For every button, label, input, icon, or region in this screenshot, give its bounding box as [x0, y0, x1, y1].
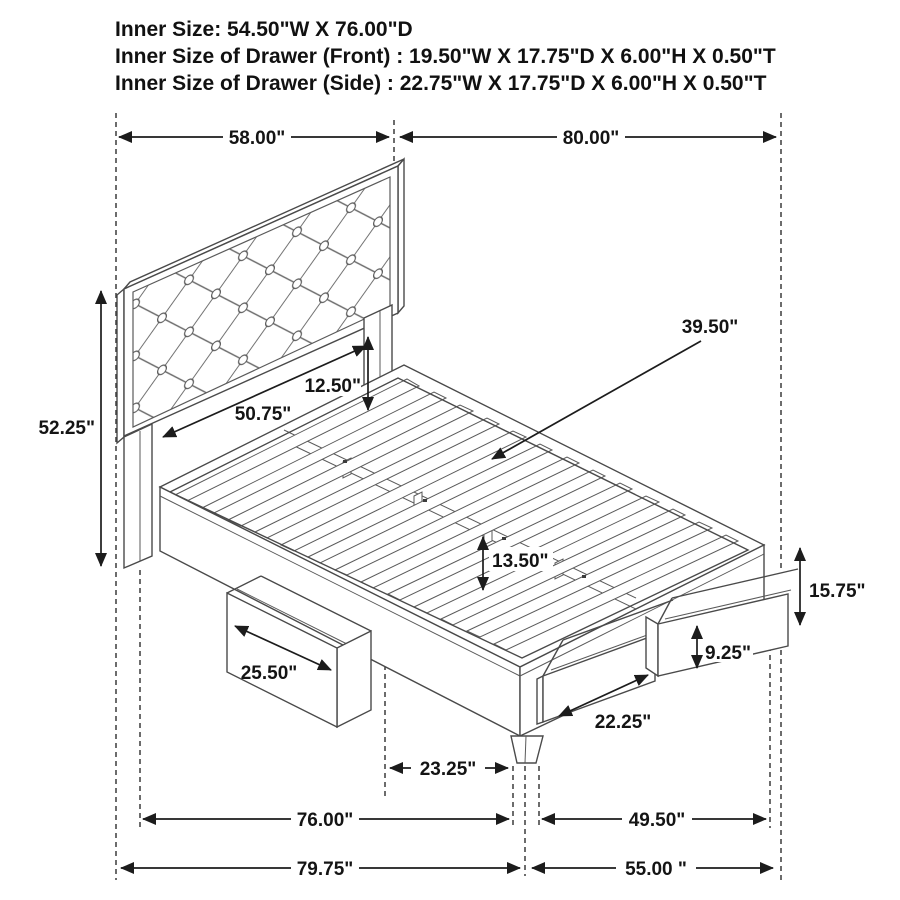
side-drawer-left-side-face — [337, 631, 371, 727]
dim-label-overall-width: 55.00 " — [625, 859, 687, 880]
dim-headboard-height — [38, 291, 101, 566]
dim-label-side-drawer-width: 25.50" — [240, 663, 298, 684]
dim-overall-width — [532, 857, 773, 880]
dim-label-slat-height: 13.50" — [492, 551, 549, 572]
title-block — [115, 18, 776, 95]
dim-label-front-leg-offset: 23.25" — [419, 759, 477, 780]
dim-label-inner-length: 76.00" — [296, 810, 354, 831]
drawer-side-size-line: Inner Size of Drawer (Side) : 22.75"W X 17.75"D X 6.00"H X 0.50"T — [115, 72, 767, 95]
dim-label-overall-length: 79.75" — [296, 859, 354, 880]
drawer-front-size-line: Inner Size of Drawer (Front) : 19.50"W X 17.75"D X 6.00"H X 0.50"T — [115, 45, 776, 68]
dim-label-rail-height: 15.75" — [809, 581, 866, 602]
inner-size-line: Inner Size: 54.50"W X 76.00"D — [115, 18, 413, 41]
dim-drawer-section-width — [542, 808, 766, 831]
dim-inner-length — [143, 808, 509, 831]
dim-label-headboard-panel-width: 50.75" — [234, 404, 292, 425]
dim-front-leg-offset — [390, 757, 508, 780]
headboard-right-edge — [398, 159, 404, 313]
dim-slat-span — [492, 315, 745, 459]
dim-label-drawer-section-width: 49.50" — [628, 810, 686, 831]
dim-bed-length — [400, 126, 776, 149]
front-drawer-side-face — [537, 676, 543, 724]
dim-headboard-width — [119, 126, 389, 149]
side-drawer-right-side-face — [646, 617, 658, 676]
dim-label-slat-span: 39.50" — [681, 317, 739, 338]
dim-label-front-drawer-width: 22.25" — [594, 712, 652, 733]
dim-rail-height — [800, 548, 866, 625]
dim-label-bed-length: 80.00" — [562, 128, 620, 149]
headboard-left-edge — [117, 289, 124, 443]
dim-label-panel-to-slats: 12.50" — [304, 376, 361, 397]
dim-overall-length — [121, 857, 520, 880]
dim-label-headboard-height: 52.25" — [38, 418, 95, 439]
leg-foot-front — [511, 736, 543, 763]
dim-label-headboard-width: 58.00" — [228, 128, 286, 149]
headboard-leg-left — [124, 424, 152, 568]
dim-label-drawer-face-height: 9.25" — [705, 643, 751, 664]
